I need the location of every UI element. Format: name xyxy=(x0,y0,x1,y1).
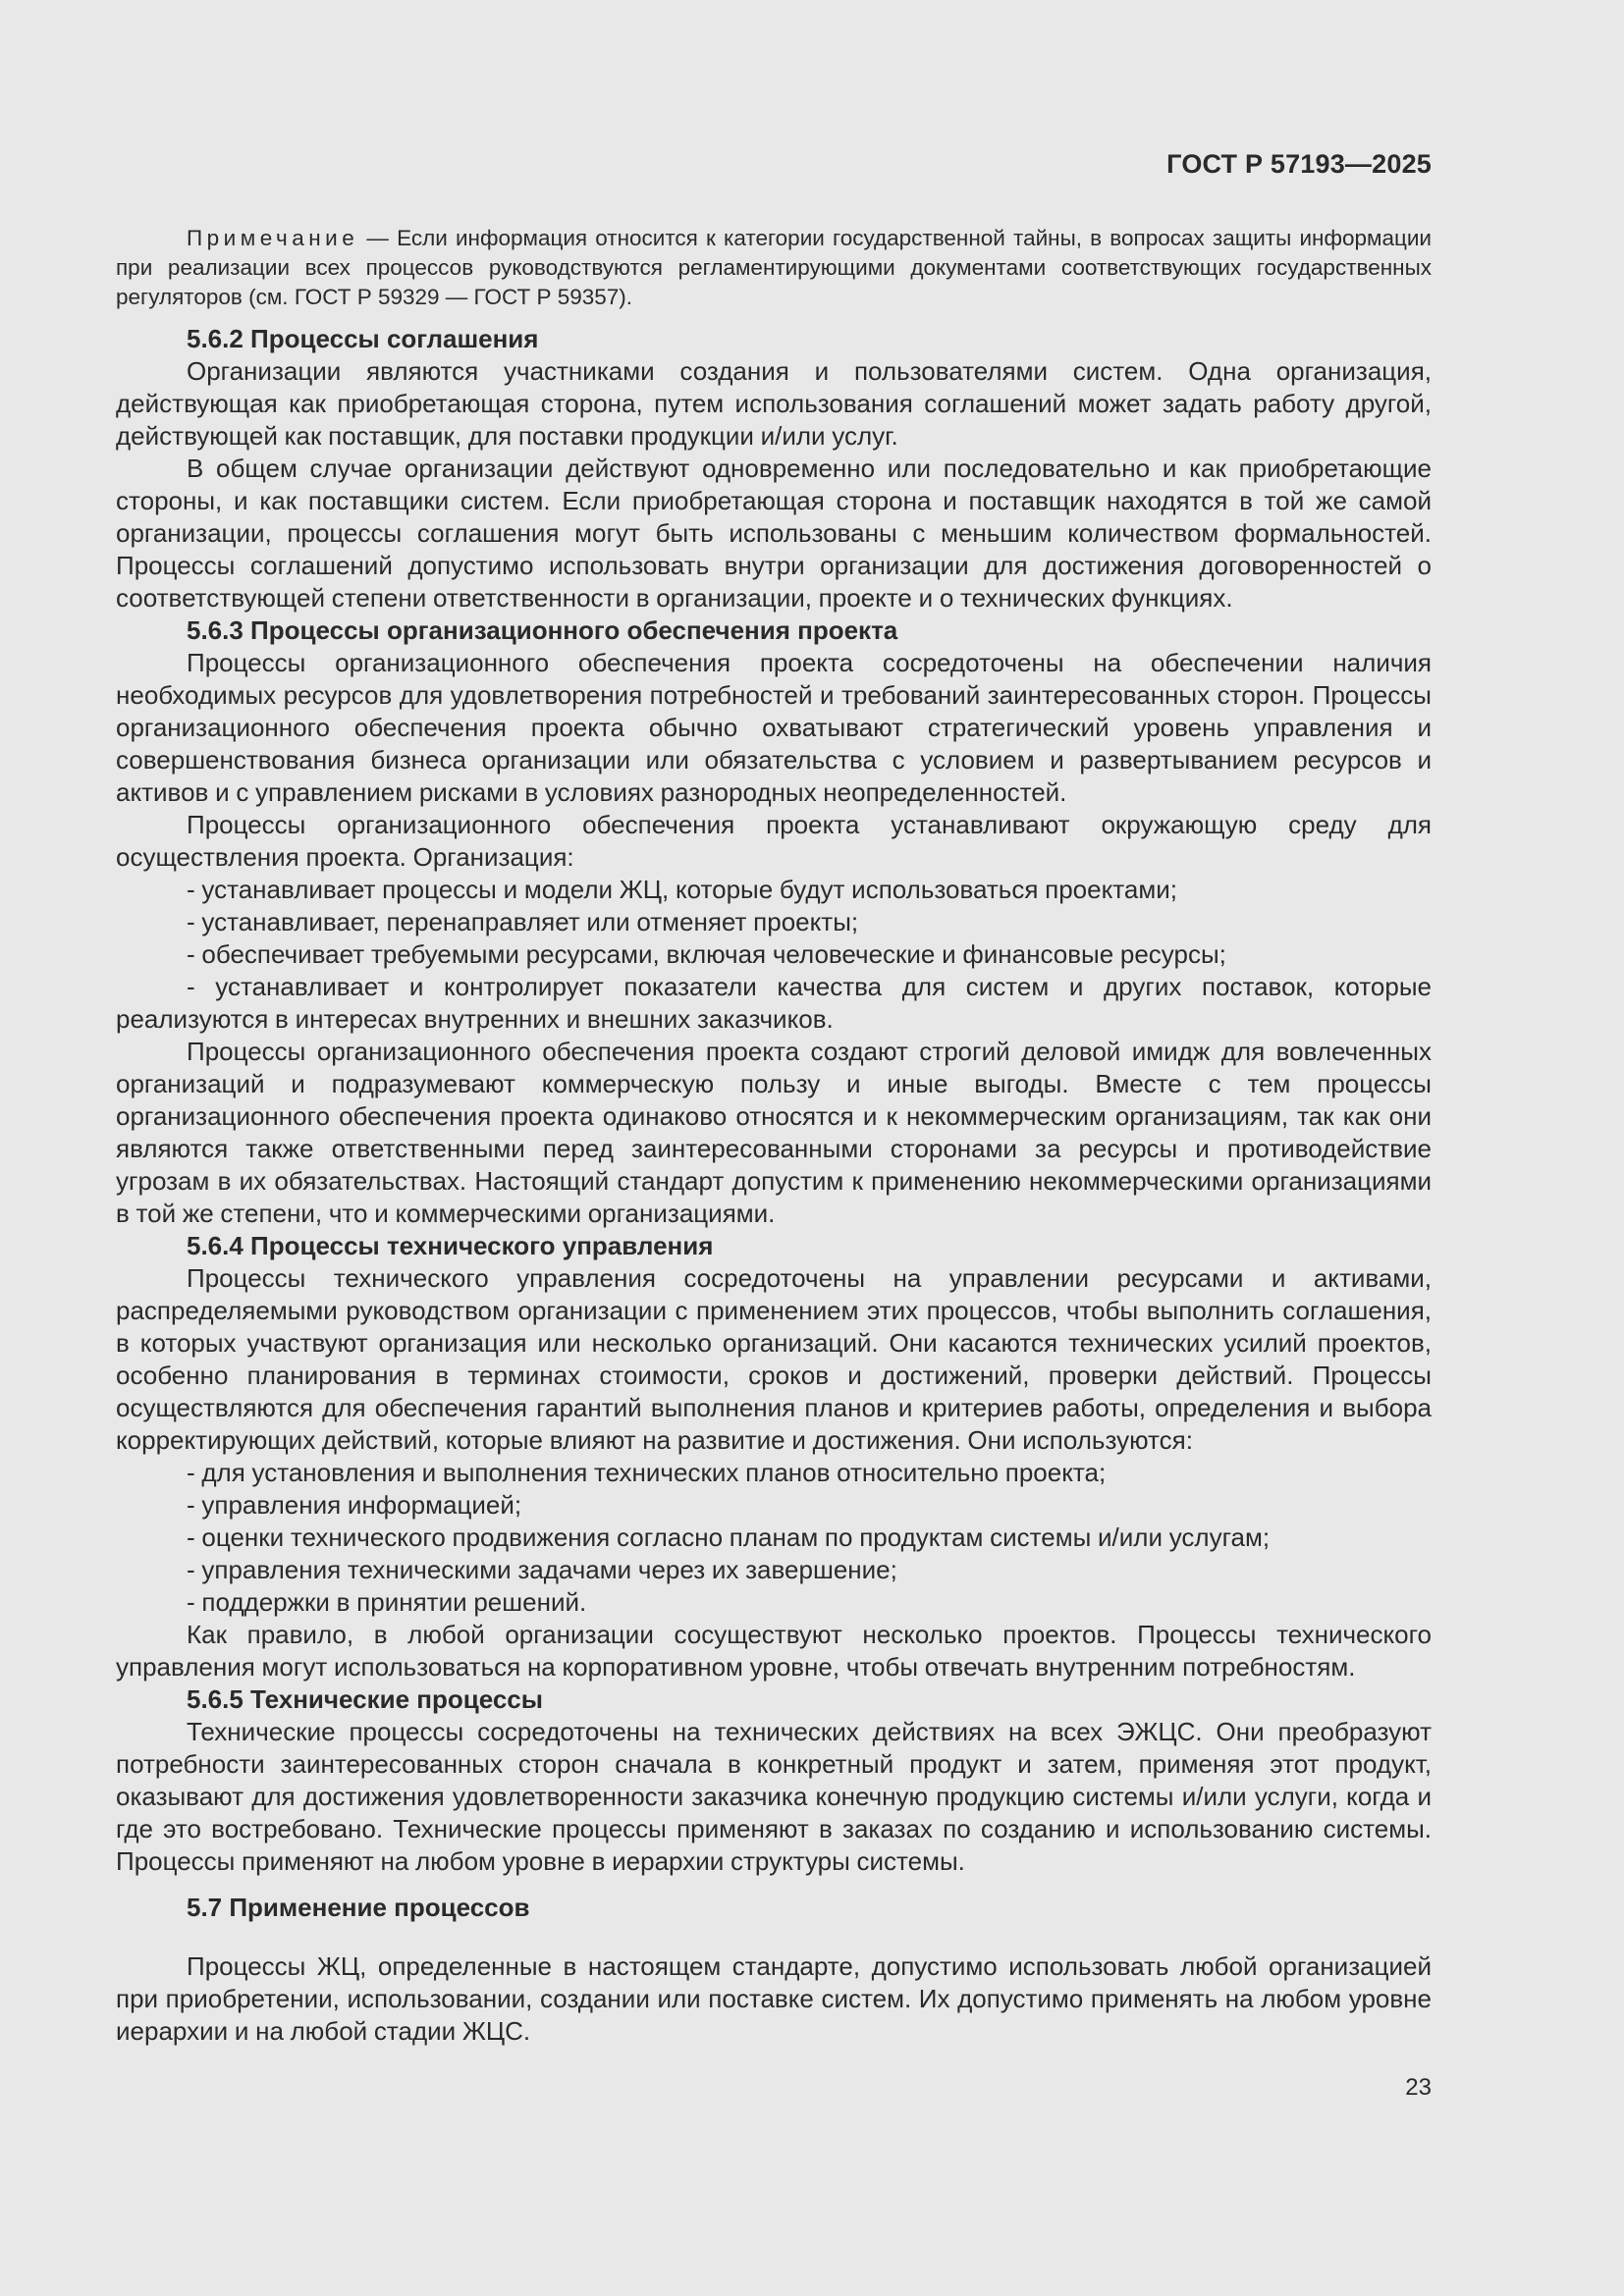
list-item: - управления информацией; xyxy=(187,1490,522,1520)
paragraph: Процессы технического управления сосредоточены на управлении ресурсами и активами, распределяемыми руководством организации с применением этих процессов, чтобы выполнить соглашения, в которых участвуют организация или несколько организаций. Они касаются технических усилий проектов, особенно планирования в терминах стоимости, сроков и достижений, проверки действий. Процессы осуществляются для обеспечения гарантий выполнения планов и критериев работы, определения и выбора корректирующих действий, которые влияют на развитие и достижения. Они используются: xyxy=(116,1263,1432,1455)
paragraph: Процессы организационного обеспечения проекта сосредоточены на обеспечении наличия необходимых ресурсов для удовлетворения потребностей и требований заинтересованных сторон. Процессы организационного обеспечения проекта обычно охватывают стратегический уровень управления и совершенствования бизнеса организации или обязательства с условием и развертыванием ресурсов и активов и с управлением рисками в условиях разнородных неопределенностей. xyxy=(116,648,1432,807)
paragraph: Процессы ЖЦ, определенные в настоящем стандарте, допустимо использовать любой организацией при приобретении, использовании, создании или поставке систем. Их допустимо применять на любом уровне иерархии и на любой стадии ЖЦС. xyxy=(116,1951,1432,2046)
list-item: - поддержки в принятии решений. xyxy=(187,1587,587,1617)
note-label: Примечание xyxy=(187,226,359,250)
list-item: - устанавливает и контролирует показатели качества для систем и других поставок, которые реализуются в интересах внутренних и внешних заказчиков. xyxy=(116,972,1432,1034)
heading-5-6-2: 5.6.2 Процессы соглашения xyxy=(187,324,539,353)
note-paragraph xyxy=(116,224,1432,312)
page-content xyxy=(116,224,1432,2048)
heading-5-7: 5.7 Применение процессов xyxy=(187,1893,530,1922)
list-item: - обеспечивает требуемыми ресурсами, включая человеческие и финансовые ресурсы; xyxy=(187,939,1226,969)
heading-5-6-3: 5.6.3 Процессы организационного обеспечения проекта xyxy=(187,615,898,645)
paragraph: Процессы организационного обеспечения проекта устанавливают окружающую среду для осуществления проекта. Организация: xyxy=(116,810,1432,872)
heading-5-6-4: 5.6.4 Процессы технического управления xyxy=(187,1231,714,1260)
paragraph: В общем случае организации действуют одновременно или последовательно и как приобретающие стороны, и как поставщики систем. Если приобретающая сторона и поставщик находятся в той же самой организации, процессы соглашения могут быть использованы с меньшим количеством формальностей. Процессы соглашений допустимо использовать внутри организации для достижения договоренностей о соответствующей степени ответственности в организации, проекте и о технических функциях. xyxy=(116,454,1432,613)
list-item: - управления техническими задачами через их завершение; xyxy=(187,1555,897,1584)
list-item: - для установления и выполнения технических планов относительно проекта; xyxy=(187,1458,1107,1487)
heading-5-6-5: 5.6.5 Технические процессы xyxy=(187,1684,543,1714)
paragraph: Процессы организационного обеспечения проекта создают строгий деловой имидж для вовлеченных организаций и подразумевают коммерческую пользу и иные выгоды. Вместе с тем процессы организационного обеспечения проекта одинаково относятся и к некоммерческим организациям, так как они являются также ответственными перед заинтересованными сторонами за ресурсы и противодействие угрозам в их обязательствах. Настоящий стандарт допустим к применению некоммерческими организациями в той же степени, что и коммерческими организациями. xyxy=(116,1037,1432,1228)
list-item: - устанавливает процессы и модели ЖЦ, которые будут использоваться проектами; xyxy=(187,875,1177,904)
page-number: 23 xyxy=(1405,2074,1432,2101)
paragraph: Технические процессы сосредоточены на технических действиях на всех ЭЖЦС. Они преобразуют потребности заинтересованных сторон сначала в конкретный продукт и затем, применяя этот продукт, оказывают для достижения удовлетворенности заказчика конечную продукцию системы и/или услуги, когда и где это востребовано. Технические процессы применяют в заказах по созданию и использованию системы. Процессы применяют на любом уровне в иерархии структуры системы. xyxy=(116,1717,1432,1876)
list-item: - устанавливает, перенаправляет или отменяет проекты; xyxy=(187,907,859,936)
paragraph: Организации являются участниками создания и пользователями систем. Одна организация, действующая как приобретающая сторона, путем использования соглашений может задать работу другой, действующей как поставщик, для поставки продукции и/или услуг. xyxy=(116,356,1432,451)
document-code-header: ГОСТ Р 57193—2025 xyxy=(1166,149,1432,179)
list-item: - оценки технического продвижения согласно планам по продуктам системы и/или услугам; xyxy=(187,1522,1271,1552)
note-text: — Если информация относится к категории государственной тайны, в вопросах защиты информации при реализации всех процессов руководствуются регламентирующими документами соответствующих государственных регуляторов (см. ГОСТ Р 59329 — ГОСТ Р 59357). xyxy=(116,226,1432,309)
paragraph: Как правило, в любой организации сосуществуют несколько проектов. Процессы технического управления могут использоваться на корпоративном уровне, чтобы отвечать внутренним потребностям. xyxy=(116,1620,1432,1682)
